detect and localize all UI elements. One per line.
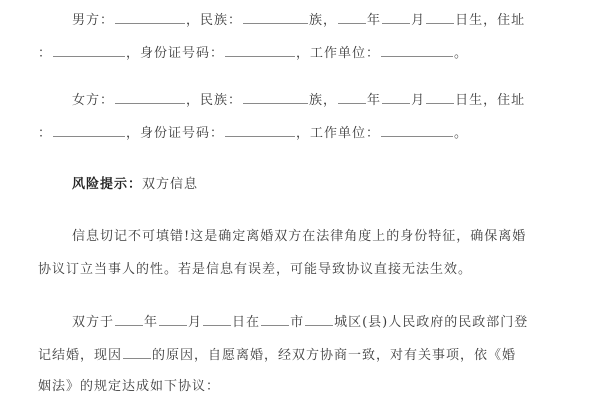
ethnicity-label: ，民族： <box>186 93 243 108</box>
ethnicity-suffix: 族， <box>309 93 338 108</box>
marriage-year-field[interactable] <box>115 312 143 326</box>
text: 市 <box>290 315 305 330</box>
risk-paragraph-line-1: 信息切记不可填错!这是确定离婚双方在法律角度上的身份特征，确保离婚 <box>72 229 527 244</box>
male-birth-month-field[interactable] <box>382 10 410 24</box>
year-label: 年 <box>367 93 382 108</box>
born-address-label: 日生，住址 <box>455 93 526 108</box>
female-ethnicity-field[interactable] <box>243 90 308 104</box>
female-info-line-1 <box>72 90 525 110</box>
male-info-line-1 <box>72 10 525 30</box>
male-address-field[interactable] <box>53 43 125 57</box>
agreement-line-3: 姻法》的规定达成如下协议： <box>38 379 221 394</box>
colon: ： <box>38 126 53 141</box>
agreement-line-1 <box>72 312 528 332</box>
born-address-label: 日生，住址 <box>455 13 526 28</box>
female-info-line-2 <box>38 123 468 143</box>
text: 月 <box>188 315 203 330</box>
male-work-unit-field[interactable] <box>381 43 453 57</box>
male-label: 男方： <box>72 13 115 28</box>
female-birth-month-field[interactable] <box>382 90 410 104</box>
male-ethnicity-field[interactable] <box>243 10 308 24</box>
ethnicity-suffix: 族， <box>309 13 338 28</box>
work-unit-label: ，工作单位： <box>296 126 381 141</box>
male-info-line-2 <box>38 43 468 63</box>
id-label: ，身份证号码： <box>126 46 225 61</box>
agreement-line-2 <box>38 345 516 365</box>
female-label: 女方： <box>72 93 115 108</box>
risk-title-bold: 风险提示： <box>72 177 143 192</box>
male-name-field[interactable] <box>115 10 185 24</box>
month-label: 月 <box>411 13 426 28</box>
text: 年 <box>144 315 159 330</box>
male-birth-day-field[interactable] <box>426 10 454 24</box>
female-id-field[interactable] <box>225 123 295 137</box>
female-name-field[interactable] <box>115 90 185 104</box>
city-field[interactable] <box>261 312 289 326</box>
district-field[interactable] <box>305 312 333 326</box>
risk-title-rest: 双方信息 <box>142 177 199 192</box>
male-id-field[interactable] <box>225 43 295 57</box>
text: 日在 <box>232 315 261 330</box>
text: 双方于 <box>72 315 115 330</box>
female-birth-day-field[interactable] <box>426 90 454 104</box>
work-unit-label: ，工作单位： <box>296 46 381 61</box>
female-work-unit-field[interactable] <box>381 123 453 137</box>
period: 。 <box>454 126 469 141</box>
text: 城区(县)人民政府的民政部门登 <box>334 315 529 330</box>
risk-paragraph-line-2: 协议订立当事人的性。若是信息有误差，可能导致协议直接无法生效。 <box>38 262 473 277</box>
risk-title <box>72 175 198 195</box>
female-address-field[interactable] <box>53 123 125 137</box>
marriage-day-field[interactable] <box>203 312 231 326</box>
colon: ： <box>38 46 53 61</box>
marriage-month-field[interactable] <box>159 312 187 326</box>
id-label: ，身份证号码： <box>126 126 225 141</box>
period: 。 <box>454 46 469 61</box>
ethnicity-label: ，民族： <box>186 13 243 28</box>
divorce-reason-field[interactable] <box>123 345 151 359</box>
female-birth-year-field[interactable] <box>338 90 366 104</box>
text: 记结婚，现因 <box>38 348 123 363</box>
text: 的原因，自愿离婚，经双方协商一致，对有关事项，依《婚 <box>152 348 517 363</box>
male-birth-year-field[interactable] <box>338 10 366 24</box>
year-label: 年 <box>367 13 382 28</box>
month-label: 月 <box>411 93 426 108</box>
